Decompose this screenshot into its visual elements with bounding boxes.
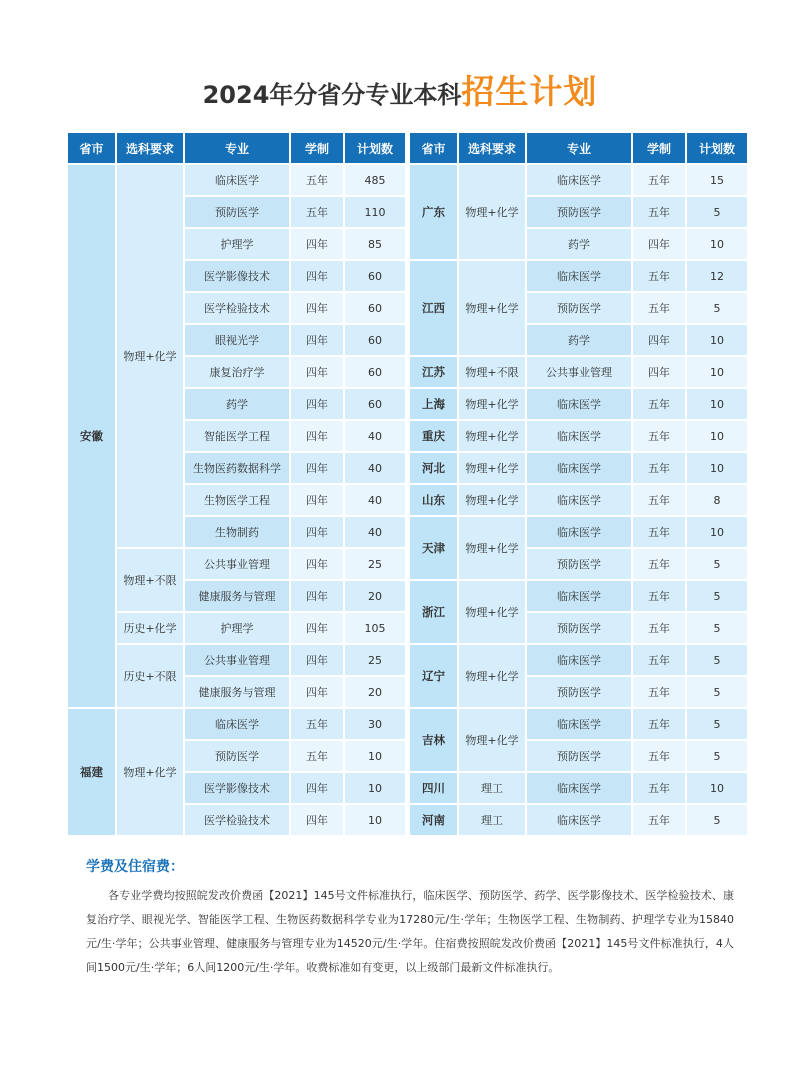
- right-table-body: [410, 165, 747, 835]
- duration-cell: 五年: [291, 197, 343, 227]
- header-count: 计划数: [345, 133, 405, 163]
- count-cell: 40: [345, 485, 405, 515]
- major-cell: 医学检验技术: [185, 293, 289, 323]
- count-cell: 15: [687, 165, 747, 195]
- duration-cell: 五年: [633, 293, 685, 323]
- count-cell: 10: [687, 357, 747, 387]
- requirement-cell: 物理+化学: [459, 645, 525, 707]
- table-row: [410, 389, 747, 419]
- requirement-cell: 物理+化学: [117, 165, 183, 547]
- major-cell: 临床医学: [527, 485, 631, 515]
- duration-cell: 五年: [633, 645, 685, 675]
- duration-cell: 五年: [633, 581, 685, 611]
- major-cell: 预防医学: [527, 549, 631, 579]
- left-admission-table: [66, 131, 407, 837]
- province-cell: 河南: [410, 805, 457, 835]
- major-cell: 临床医学: [185, 709, 289, 739]
- table-row: [410, 805, 747, 835]
- duration-cell: 四年: [291, 325, 343, 355]
- requirement-cell: 物理+化学: [459, 421, 525, 451]
- table-header-row: [410, 133, 747, 163]
- duration-cell: 四年: [291, 613, 343, 643]
- major-cell: 康复治疗学: [185, 357, 289, 387]
- count-cell: 110: [345, 197, 405, 227]
- count-cell: 10: [687, 325, 747, 355]
- count-cell: 10: [345, 805, 405, 835]
- duration-cell: 五年: [633, 165, 685, 195]
- requirement-cell: 物理+化学: [459, 709, 525, 771]
- duration-cell: 五年: [633, 613, 685, 643]
- province-cell: 江苏: [410, 357, 457, 387]
- table-row: [410, 773, 747, 803]
- requirement-cell: 理工: [459, 805, 525, 835]
- province-cell: 重庆: [410, 421, 457, 451]
- duration-cell: 四年: [633, 229, 685, 259]
- requirement-cell: 物理+化学: [459, 517, 525, 579]
- major-cell: 药学: [185, 389, 289, 419]
- province-cell: 吉林: [410, 709, 457, 771]
- count-cell: 105: [345, 613, 405, 643]
- table-row: [68, 709, 405, 739]
- major-cell: 预防医学: [527, 613, 631, 643]
- table-row: [410, 421, 747, 451]
- count-cell: 25: [345, 549, 405, 579]
- table-row: [410, 261, 747, 291]
- duration-cell: 四年: [291, 517, 343, 547]
- count-cell: 10: [687, 773, 747, 803]
- requirement-cell: 历史+化学: [117, 613, 183, 643]
- duration-cell: 四年: [291, 581, 343, 611]
- count-cell: 40: [345, 453, 405, 483]
- major-cell: 预防医学: [527, 677, 631, 707]
- table-row: [410, 517, 747, 547]
- duration-cell: 四年: [291, 453, 343, 483]
- duration-cell: 四年: [291, 261, 343, 291]
- count-cell: 10: [687, 229, 747, 259]
- major-cell: 公共事业管理: [527, 357, 631, 387]
- requirement-cell: 物理+化学: [117, 709, 183, 835]
- requirement-cell: 物理+化学: [459, 389, 525, 419]
- table-header-row: [68, 133, 405, 163]
- major-cell: 预防医学: [185, 197, 289, 227]
- count-cell: 85: [345, 229, 405, 259]
- major-cell: 预防医学: [527, 197, 631, 227]
- duration-cell: 五年: [633, 677, 685, 707]
- count-cell: 60: [345, 293, 405, 323]
- major-cell: 医学影像技术: [185, 261, 289, 291]
- header-province: 省市: [68, 133, 115, 163]
- major-cell: 临床医学: [527, 645, 631, 675]
- table-row: [68, 645, 405, 675]
- major-cell: 临床医学: [527, 389, 631, 419]
- header-duration: 学制: [633, 133, 685, 163]
- count-cell: 8: [687, 485, 747, 515]
- count-cell: 60: [345, 325, 405, 355]
- province-cell: 河北: [410, 453, 457, 483]
- major-cell: 临床医学: [527, 421, 631, 451]
- major-cell: 临床医学: [527, 773, 631, 803]
- count-cell: 12: [687, 261, 747, 291]
- province-cell: 福建: [68, 709, 115, 835]
- duration-cell: 五年: [291, 709, 343, 739]
- requirement-cell: 物理+不限: [117, 549, 183, 611]
- province-cell: 上海: [410, 389, 457, 419]
- count-cell: 485: [345, 165, 405, 195]
- count-cell: 20: [345, 581, 405, 611]
- count-cell: 5: [687, 741, 747, 771]
- duration-cell: 四年: [291, 229, 343, 259]
- major-cell: 临床医学: [527, 165, 631, 195]
- count-cell: 30: [345, 709, 405, 739]
- requirement-cell: 物理+化学: [459, 165, 525, 259]
- major-cell: 健康服务与管理: [185, 677, 289, 707]
- duration-cell: 四年: [633, 357, 685, 387]
- count-cell: 60: [345, 261, 405, 291]
- duration-cell: 五年: [633, 485, 685, 515]
- major-cell: 预防医学: [527, 293, 631, 323]
- requirement-cell: 物理+化学: [459, 485, 525, 515]
- major-cell: 眼视光学: [185, 325, 289, 355]
- header-major: 专业: [185, 133, 289, 163]
- table-row: [410, 709, 747, 739]
- requirement-cell: 理工: [459, 773, 525, 803]
- count-cell: 40: [345, 517, 405, 547]
- province-cell: 辽宁: [410, 645, 457, 707]
- province-cell: 山东: [410, 485, 457, 515]
- table-row: [410, 357, 747, 387]
- requirement-cell: 物理+化学: [459, 261, 525, 355]
- duration-cell: 五年: [633, 517, 685, 547]
- duration-cell: 五年: [633, 197, 685, 227]
- duration-cell: 四年: [291, 677, 343, 707]
- duration-cell: 四年: [291, 549, 343, 579]
- major-cell: 智能医学工程: [185, 421, 289, 451]
- count-cell: 10: [345, 773, 405, 803]
- header-major: 专业: [527, 133, 631, 163]
- major-cell: 临床医学: [527, 709, 631, 739]
- table-row: [410, 453, 747, 483]
- duration-cell: 四年: [291, 805, 343, 835]
- duration-cell: 五年: [633, 453, 685, 483]
- table-row: [68, 549, 405, 579]
- count-cell: 25: [345, 645, 405, 675]
- duration-cell: 四年: [291, 389, 343, 419]
- major-cell: 生物制药: [185, 517, 289, 547]
- duration-cell: 五年: [633, 389, 685, 419]
- count-cell: 5: [687, 549, 747, 579]
- major-cell: 药学: [527, 229, 631, 259]
- major-cell: 护理学: [185, 229, 289, 259]
- count-cell: 5: [687, 197, 747, 227]
- duration-cell: 四年: [291, 357, 343, 387]
- requirement-cell: 历史+不限: [117, 645, 183, 707]
- table-row: [68, 613, 405, 643]
- major-cell: 医学检验技术: [185, 805, 289, 835]
- requirement-cell: 物理+化学: [459, 453, 525, 483]
- count-cell: 40: [345, 421, 405, 451]
- duration-cell: 五年: [633, 549, 685, 579]
- count-cell: 5: [687, 805, 747, 835]
- requirement-cell: 物理+不限: [459, 357, 525, 387]
- province-cell: 安徽: [68, 165, 115, 707]
- fees-heading: 学费及住宿费：: [86, 859, 184, 875]
- count-cell: 5: [687, 709, 747, 739]
- table-row: [410, 485, 747, 515]
- count-cell: 5: [687, 581, 747, 611]
- major-cell: 护理学: [185, 613, 289, 643]
- table-row: [410, 645, 747, 675]
- header-requirement: 选科要求: [117, 133, 183, 163]
- major-cell: 生物医学工程: [185, 485, 289, 515]
- major-cell: 公共事业管理: [185, 549, 289, 579]
- header-requirement: 选科要求: [459, 133, 525, 163]
- major-cell: 临床医学: [527, 805, 631, 835]
- page-title: [0, 66, 800, 113]
- province-cell: 江西: [410, 261, 457, 355]
- count-cell: 60: [345, 357, 405, 387]
- province-cell: 天津: [410, 517, 457, 579]
- major-cell: 医学影像技术: [185, 773, 289, 803]
- major-cell: 临床医学: [527, 517, 631, 547]
- duration-cell: 四年: [291, 645, 343, 675]
- table-row: [410, 581, 747, 611]
- major-cell: 公共事业管理: [185, 645, 289, 675]
- major-cell: 生物医药数据科学: [185, 453, 289, 483]
- duration-cell: 五年: [291, 741, 343, 771]
- major-cell: 临床医学: [527, 261, 631, 291]
- fees-text: 各专业学费均按照皖发改价费函【2021】145号文件标准执行，临床医学、预防医学、药学、医学影像技术、医学检验技术、康复治疗学、眼视光学、智能医学工程、生物医药数据科学专业为17280元/生·学年；生物医学工程、生物制药、护理学专业为15840元/生·学年；公共事业管理、健康服务与管理专业为14520元/生·学年。住宿费按照皖发改价费函【2021】145号文件标准执行，4人间1500元/生·学年；6人间1200元/生·学年。收费标准如有变更，以上级部门最新文件标准执行。: [86, 889, 734, 974]
- major-cell: 预防医学: [185, 741, 289, 771]
- duration-cell: 四年: [291, 485, 343, 515]
- duration-cell: 五年: [291, 165, 343, 195]
- major-cell: 药学: [527, 325, 631, 355]
- count-cell: 10: [687, 517, 747, 547]
- count-cell: 10: [687, 389, 747, 419]
- title-highlight: 招生计划: [461, 72, 598, 111]
- duration-cell: 四年: [291, 773, 343, 803]
- major-cell: 临床医学: [527, 453, 631, 483]
- header-province: 省市: [410, 133, 457, 163]
- duration-cell: 五年: [633, 805, 685, 835]
- left-table-body: [68, 165, 405, 835]
- province-cell: 四川: [410, 773, 457, 803]
- requirement-cell: 物理+化学: [459, 581, 525, 643]
- duration-cell: 四年: [291, 421, 343, 451]
- duration-cell: 五年: [633, 709, 685, 739]
- count-cell: 20: [345, 677, 405, 707]
- count-cell: 10: [687, 421, 747, 451]
- count-cell: 5: [687, 645, 747, 675]
- table-row: [68, 165, 405, 195]
- count-cell: 10: [345, 741, 405, 771]
- header-duration: 学制: [291, 133, 343, 163]
- province-cell: 浙江: [410, 581, 457, 643]
- right-admission-table: [408, 131, 749, 837]
- count-cell: 5: [687, 613, 747, 643]
- major-cell: 临床医学: [527, 581, 631, 611]
- major-cell: 预防医学: [527, 741, 631, 771]
- count-cell: 5: [687, 293, 747, 323]
- major-cell: 健康服务与管理: [185, 581, 289, 611]
- title-main: 2024年分省分专业本科: [202, 81, 462, 109]
- duration-cell: 五年: [633, 261, 685, 291]
- count-cell: 60: [345, 389, 405, 419]
- duration-cell: 五年: [633, 421, 685, 451]
- duration-cell: 四年: [291, 293, 343, 323]
- province-cell: 广东: [410, 165, 457, 259]
- table-row: [410, 165, 747, 195]
- count-cell: 10: [687, 453, 747, 483]
- header-count: 计划数: [687, 133, 747, 163]
- count-cell: 5: [687, 677, 747, 707]
- duration-cell: 四年: [633, 325, 685, 355]
- major-cell: 临床医学: [185, 165, 289, 195]
- duration-cell: 五年: [633, 773, 685, 803]
- duration-cell: 五年: [633, 741, 685, 771]
